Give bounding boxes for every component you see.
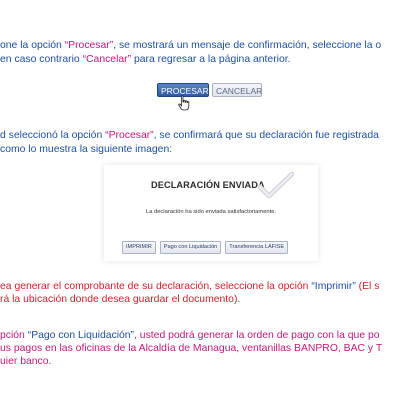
declaration-sent-panel: [104, 165, 318, 261]
step4-text: pción: [0, 330, 28, 341]
step1-text: one la opción: [0, 40, 65, 51]
step1-text: en caso contrario: [0, 54, 83, 65]
step4-line2: [0, 342, 382, 355]
panel-message: La declaración ha sido enviada satisfactoriamente.: [145, 209, 277, 215]
step4-line3: [0, 355, 51, 368]
panel-buttons: [122, 241, 288, 254]
step4-text: , usted podrá generar la orden de pago con la que po: [134, 330, 380, 341]
step4-text: uier banco.: [0, 356, 52, 367]
step4-text: us pagos en las oficinas de la Alcaldía de Managua, ventanillas BANPRO, BAC y T: [0, 343, 383, 354]
transferencia-lafise-button[interactable]: Transferencia LAFISE: [225, 241, 288, 254]
step4-line1: [0, 329, 380, 342]
step2-line2: [0, 143, 172, 156]
procesar-button[interactable]: PROCESAR: [157, 83, 209, 97]
step1-line1: [0, 39, 381, 52]
option-procesar: “Procesar”: [105, 130, 154, 141]
step2-line1: [0, 129, 379, 142]
procesar-cancelar-buttons: [157, 83, 262, 97]
hand-cursor-icon: [178, 95, 190, 111]
pago-liquidacion-button[interactable]: Pago con Liquidación: [160, 241, 222, 254]
step3-text: ea generar el comprobante de su declaración, seleccione la opción: [0, 281, 312, 292]
cancelar-button[interactable]: CANCELAR: [212, 83, 262, 97]
step3-line1: [0, 280, 379, 293]
option-procesar: “Procesar”: [64, 40, 114, 51]
step3-text: rá la ubicación donde desea guardar el documento).: [0, 294, 241, 305]
step3-line2: [0, 293, 240, 306]
panel-title: DECLARACIÓN ENVIADA: [151, 180, 265, 190]
imprimir-button[interactable]: IMPRIMIR: [122, 241, 156, 254]
step1-line2: [0, 53, 291, 66]
step1-text: , se mostrará un mensaje de confirmación, seleccione la o: [113, 40, 382, 51]
step1-text: para regresar a la página anterior.: [131, 54, 291, 65]
option-pago-liquidacion: “Pago con Liquidación”: [27, 330, 135, 341]
step2-text: como lo muestra la siguiente imagen:: [0, 144, 173, 155]
option-cancelar: “Cancelar”: [82, 54, 132, 65]
option-imprimir: “Imprimir”: [311, 281, 356, 292]
check-mark-icon: [258, 171, 294, 199]
step2-text: d seleccionó la opción: [0, 130, 106, 141]
step3-text: (El s: [355, 281, 380, 292]
step2-text: , se confirmará que su declaración fue registrada: [153, 130, 379, 141]
